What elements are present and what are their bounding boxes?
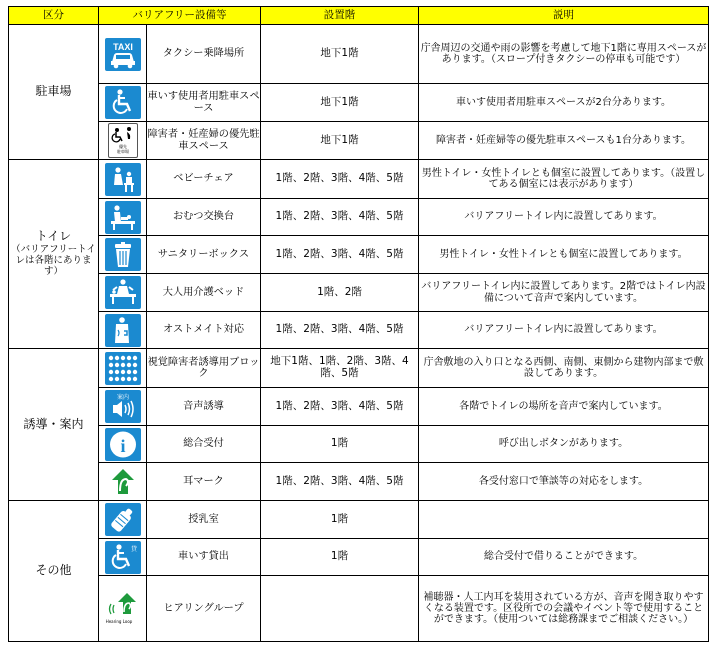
description: 各受付窓口で筆談等の対応をします。 (419, 463, 709, 501)
section-other: その他 (9, 501, 99, 642)
tactile-dot (108, 355, 112, 359)
tactile-dot (126, 355, 130, 359)
description: 呼び出しボタンがあります。 (419, 426, 709, 463)
description: バリアフリートイレ内に設置してあります。 (419, 312, 709, 349)
floor-value: 1階 (261, 501, 419, 539)
floor-value: 1階、2階、3階、4階、5階 (261, 463, 419, 501)
svg-text:TAXI: TAXI (112, 41, 133, 52)
facility-name: おむつ交換台 (147, 199, 261, 236)
tactile-dot (120, 376, 124, 380)
description: 補聴器・人工内耳を装用されている方が、音声を聞き取りやすくなる装置です。区役所での会議やイベント等で使用することができます。（使用ついては総務課までご相談ください。） (419, 576, 709, 642)
facility-name: ベビーチェア (147, 160, 261, 199)
table-row (9, 463, 709, 501)
description: バリアフリートイレ内に設置してあります。 (419, 199, 709, 236)
description: 各階でトイレの場所を音声で案内しています。 (419, 388, 709, 426)
facility-name: 視覚障害者誘導用ブロック (147, 349, 261, 388)
facility-name: 総合受付 (147, 426, 261, 463)
floor-value: 1階、2階、3階、4階、5階 (261, 160, 419, 199)
table-row (9, 236, 709, 274)
description (419, 501, 709, 539)
facility-name: 車いす使用者用駐車スペース (147, 84, 261, 122)
tactile-dot (108, 376, 112, 380)
floor-value: 地下1階 (261, 122, 419, 160)
table-row (9, 349, 709, 388)
floor-value: 1階、2階、3階、4階、5階 (261, 236, 419, 274)
tactile-dot (132, 376, 136, 380)
tactile-dot (120, 362, 124, 366)
tactile-dot (126, 369, 130, 373)
header-description: 説明 (419, 7, 709, 25)
svg-text:貸: 貸 (130, 545, 137, 553)
ostomate-icon (105, 314, 141, 347)
section-toilet (9, 160, 99, 349)
facility-name: 授乳室 (147, 501, 261, 539)
tactile-block-icon (105, 352, 141, 385)
table-row (9, 122, 709, 160)
description: 男性トイレ・女性トイレとも個室に設置してあります。 (419, 236, 709, 274)
facility-name: 大人用介護ベッド (147, 274, 261, 312)
facility-name: サニタリーボックス (147, 236, 261, 274)
tactile-dot (132, 355, 136, 359)
description: 男性トイレ・女性トイレとも個室に設置してあります。（設置してある個室には表示があります） (419, 160, 709, 199)
adult-care-bed-icon (105, 276, 141, 309)
floor-value: 1階、2階、3階、4階、5階 (261, 312, 419, 349)
table-row (9, 84, 709, 122)
section-toilet-note: （バリアフリートイレは各階にあります） (11, 244, 96, 278)
baby-chair-icon (105, 163, 141, 196)
tactile-dot (108, 362, 112, 366)
facility-name: 耳マーク (147, 463, 261, 501)
table-row (9, 576, 709, 642)
description: 車いす使用者用駐車スペースが2台分あります。 (419, 84, 709, 122)
hearing-loop-icon (105, 590, 141, 628)
tactile-dot (108, 369, 112, 373)
facility-name: オストメイト対応 (147, 312, 261, 349)
taxi-icon (105, 38, 141, 71)
floor-value: 1階、2階 (261, 274, 419, 312)
tactile-dot (114, 355, 118, 359)
facility-name: タクシー乗降場所 (147, 25, 261, 84)
table-row (9, 25, 709, 84)
facility-name: 車いす貸出 (147, 539, 261, 576)
facility-name: 障害者・妊産婦の優先駐車スペース (147, 122, 261, 160)
table-row (9, 160, 709, 199)
section-toilet-label: トイレ (35, 228, 72, 243)
description: 庁舎周辺の交通や雨の影響を考慮して地下1階に専用スペースがあります。（スロープ付きタクシーの停車も可能です） (419, 25, 709, 84)
header-category: 区分 (9, 7, 99, 25)
svg-text:Hearing Loop: Hearing Loop (105, 618, 132, 624)
sanitary-box-icon (105, 238, 141, 271)
tactile-dot (114, 376, 118, 380)
tactile-dot (132, 369, 136, 373)
ear-mark-icon (105, 465, 141, 498)
audio-guide-icon (105, 390, 141, 423)
floor-value: 地下1階、1階、2階、3階、4階、5階 (261, 349, 419, 388)
tactile-dot (114, 362, 118, 366)
table-row (9, 199, 709, 236)
tactile-dot (126, 362, 130, 366)
information-icon (105, 428, 141, 461)
barrier-free-table (8, 6, 709, 642)
svg-text:案内: 案内 (116, 394, 129, 401)
header-floor: 設置階 (261, 7, 419, 25)
table-row (9, 388, 709, 426)
tactile-dot (126, 376, 130, 380)
facility-name: 音声誘導 (147, 388, 261, 426)
floor-value: 1階 (261, 426, 419, 463)
tactile-dot (120, 369, 124, 373)
svg-text:駐車場: 駐車場 (116, 149, 129, 154)
section-parking: 駐車場 (9, 25, 99, 160)
svg-text:優先: 優先 (118, 144, 127, 149)
floor-value: 1階、2階、3階、4階、5階 (261, 388, 419, 426)
priority-parking-icon (108, 123, 138, 158)
nursing-room-icon (105, 503, 141, 536)
tactile-dot (120, 355, 124, 359)
header-row (9, 7, 709, 25)
description: 障害者・妊産婦等の優先駐車スペースも1台分あります。 (419, 122, 709, 160)
wheelchair-parking-icon (105, 86, 141, 119)
svg-text:i: i (119, 435, 126, 456)
facility-name: ヒアリングループ (147, 576, 261, 642)
tactile-dot (114, 369, 118, 373)
table-row (9, 312, 709, 349)
diaper-changing-icon (105, 201, 141, 234)
floor-value: 地下1階 (261, 84, 419, 122)
description: 総合受付で借りることができます。 (419, 539, 709, 576)
floor-value: 地下1階 (261, 25, 419, 84)
description: バリアフリートイレ内に設置してあります。2階ではトイレ内設備について音声で案内しています。 (419, 274, 709, 312)
table-row (9, 274, 709, 312)
floor-value: 1階、2階、3階、4階、5階 (261, 199, 419, 236)
header-facility: バリアフリー設備等 (99, 7, 261, 25)
floor-value: 1階 (261, 539, 419, 576)
wheelchair-rental-icon (105, 541, 141, 574)
floor-value (261, 576, 419, 642)
description: 庁舎敷地の入り口となる西側、南側、東側から建物内部まで敷設してあります。 (419, 349, 709, 388)
table-row (9, 501, 709, 539)
table-row (9, 539, 709, 576)
tactile-dot (132, 362, 136, 366)
table-row (9, 426, 709, 463)
section-guide: 誘導・案内 (9, 349, 99, 501)
